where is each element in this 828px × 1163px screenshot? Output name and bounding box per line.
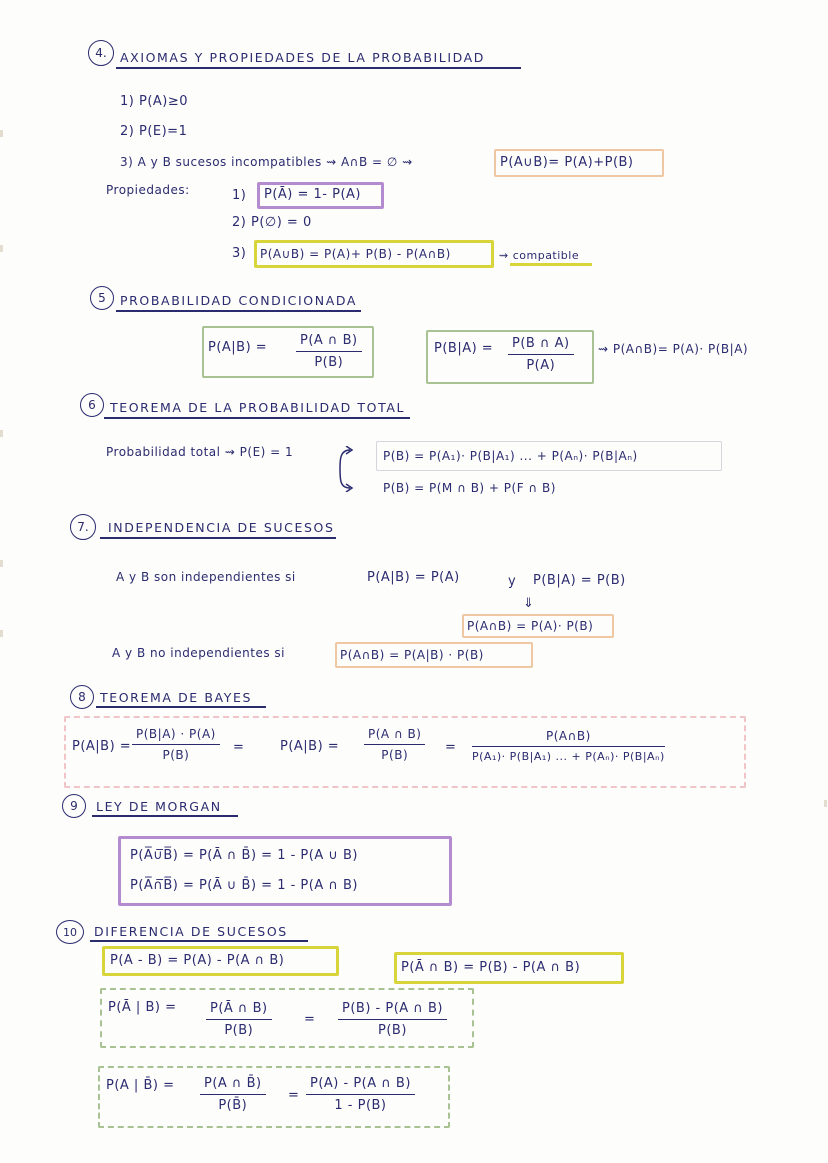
difference-fraction-2 <box>200 1076 266 1113</box>
fraction-numerator: P(B) - P(A ∩ B) <box>342 1001 443 1016</box>
section-title-condicionada: PROBABILIDAD CONDICIONADA <box>120 293 357 308</box>
title-underline <box>104 417 410 419</box>
fraction-numerator: P(A ∩ B̄) <box>204 1076 262 1091</box>
product-rule: ⇝ P(A∩B)= P(A)· P(B|A) <box>598 342 749 356</box>
title-underline <box>92 815 238 817</box>
title-underline <box>116 67 521 69</box>
section-number-7: 7. <box>70 514 96 540</box>
independence-eq-2: P(B|A) = P(B) <box>533 573 626 588</box>
title-underline <box>96 706 266 708</box>
conditional-fraction-1 <box>296 333 362 370</box>
fraction-denominator: P(B) <box>314 355 344 371</box>
independence-product: P(A∩B) = P(A)· P(B) <box>467 619 594 633</box>
fraction-numerator: P(Ā ∩ B) <box>210 1001 268 1016</box>
property-3-compatible: ⇝ compatible <box>499 249 580 262</box>
independence-and: y <box>508 574 517 589</box>
section-number-10: 10 <box>56 920 84 944</box>
dependence-statement: A y B no independientes si <box>112 646 285 660</box>
paper-mark <box>0 430 3 437</box>
total-probability-intro: Probabilidad total ⇝ P(E) = 1 <box>106 445 294 459</box>
conditional-formula-1-lhs: P(A|B) = <box>208 340 268 355</box>
fraction-numerator: P(A∩B) <box>545 729 591 743</box>
fraction-denominator: P(B) <box>162 748 190 763</box>
section-title-total: TEOREMA DE LA PROBABILIDAD TOTAL <box>110 400 406 415</box>
morgan-law-2: P(A̅∩̅B̅) = P(Ā ∪ B̄) = 1 - P(A ∩ B) <box>130 878 358 893</box>
difference-fraction-1b <box>338 1001 447 1038</box>
fraction-denominator: P(B) <box>378 1023 407 1039</box>
fraction-denominator: P(A₁)· P(B|A₁) ... + P(Aₙ)· P(B|Aₙ) <box>472 750 665 764</box>
dependence-formula: P(A∩B) = P(A|B) · P(B) <box>340 648 484 662</box>
paper-mark <box>0 560 3 567</box>
conditional-fraction-2 <box>508 336 574 373</box>
section-number-6: 6 <box>80 393 104 417</box>
bayes-fraction-2 <box>364 727 425 762</box>
equals-sign: = <box>233 740 245 755</box>
section-number-9: 9 <box>62 794 86 818</box>
title-underline <box>90 940 308 942</box>
total-probability-general: P(B) = P(A₁)· P(B|A₁) ... + P(Aₙ)· P(B|Aₙ) <box>383 449 638 463</box>
fraction-denominator: P(B̄) <box>218 1098 248 1114</box>
section-title-independencia: INDEPENDENCIA DE SUCESOS <box>108 520 335 535</box>
title-underline <box>100 537 336 539</box>
properties-label: Propiedades: <box>106 183 190 197</box>
bayes-fraction-3 <box>472 729 665 763</box>
fraction-numerator: P(A ∩ B) <box>300 333 358 348</box>
fraction-denominator: 1 - P(B) <box>334 1098 387 1114</box>
axiom-3-formula: P(A∪B)= P(A)+P(B) <box>500 155 634 170</box>
difference-fraction-2-lhs: P(A | B̄) = <box>106 1078 175 1093</box>
property-3: P(A∪B) = P(A)+ P(B) - P(A∩B) <box>260 247 451 261</box>
morgan-box <box>118 836 452 906</box>
independence-eq-1: P(A|B) = P(A) <box>367 570 460 585</box>
section-title-diferencia: DIFERENCIA DE SUCESOS <box>94 924 288 939</box>
fraction-numerator: P(A ∩ B) <box>368 727 422 741</box>
property-1: P(Ā) = 1- P(A) <box>264 187 362 202</box>
title-underline <box>116 310 361 312</box>
axiom-1: 1) P(A)≥0 <box>120 94 189 109</box>
section-title-morgan: LEY DE MORGAN <box>96 799 222 814</box>
difference-formula-1: P(A - B) = P(A) - P(A ∩ B) <box>110 953 285 968</box>
section-number-5: 5 <box>90 286 114 310</box>
fraction-denominator: P(A) <box>526 358 556 374</box>
bayes-lhs: P(A|B) = <box>72 739 132 754</box>
property-1-number: 1) <box>232 188 247 203</box>
conditional-formula-2-lhs: P(B|A) = <box>434 341 494 356</box>
bayes-mid-lhs: P(A|B) = <box>280 739 340 754</box>
section-number-4: 4. <box>88 40 114 66</box>
difference-formula-2: P(Ā ∩ B) = P(B) - P(A ∩ B) <box>401 960 581 975</box>
difference-fraction-1-lhs: P(Ā | B) = <box>108 1000 177 1015</box>
branch-bracket <box>336 446 360 492</box>
equals-sign: = <box>445 740 457 755</box>
paper-mark <box>824 800 827 807</box>
fraction-denominator: P(B) <box>381 748 409 763</box>
section-title-axiomas: AXIOMAS Y PROPIEDADES DE LA PROBABILIDAD <box>120 50 486 65</box>
paper-mark <box>0 130 3 137</box>
axiom-3-text: 3) A y B sucesos incompatibles ⇝ A∩B = ∅ ⇝ <box>120 155 413 169</box>
section-number-8: 8 <box>70 685 94 709</box>
equals-sign: = <box>304 1012 316 1027</box>
section-title-bayes: TEOREMA DE BAYES <box>100 690 252 705</box>
paper-mark <box>0 245 3 252</box>
paper-mark <box>0 630 3 637</box>
fraction-denominator: P(B) <box>224 1023 254 1039</box>
compatible-highlight <box>510 263 592 266</box>
property-2: 2) P(∅) = 0 <box>232 215 312 230</box>
property-3-number: 3) <box>232 246 247 261</box>
morgan-law-1: P(A̅∪̅B̅) = P(Ā ∩ B̄) = 1 - P(A ∪ B) <box>130 848 358 863</box>
equals-sign: = <box>288 1088 300 1103</box>
fraction-numerator: P(A) - P(A ∩ B) <box>310 1076 411 1091</box>
bayes-fraction-1 <box>132 727 220 762</box>
fraction-numerator: P(B|A) · P(A) <box>136 727 216 741</box>
total-probability-example: P(B) = P(M ∩ B) + P(F ∩ B) <box>383 481 556 495</box>
difference-fraction-1 <box>206 1001 272 1038</box>
axiom-2: 2) P(E)=1 <box>120 124 188 139</box>
implies-arrow: ⇓ <box>523 596 535 611</box>
difference-fraction-2b <box>306 1076 415 1113</box>
fraction-numerator: P(B ∩ A) <box>512 336 570 351</box>
independence-statement: A y B son independientes si <box>116 570 296 584</box>
